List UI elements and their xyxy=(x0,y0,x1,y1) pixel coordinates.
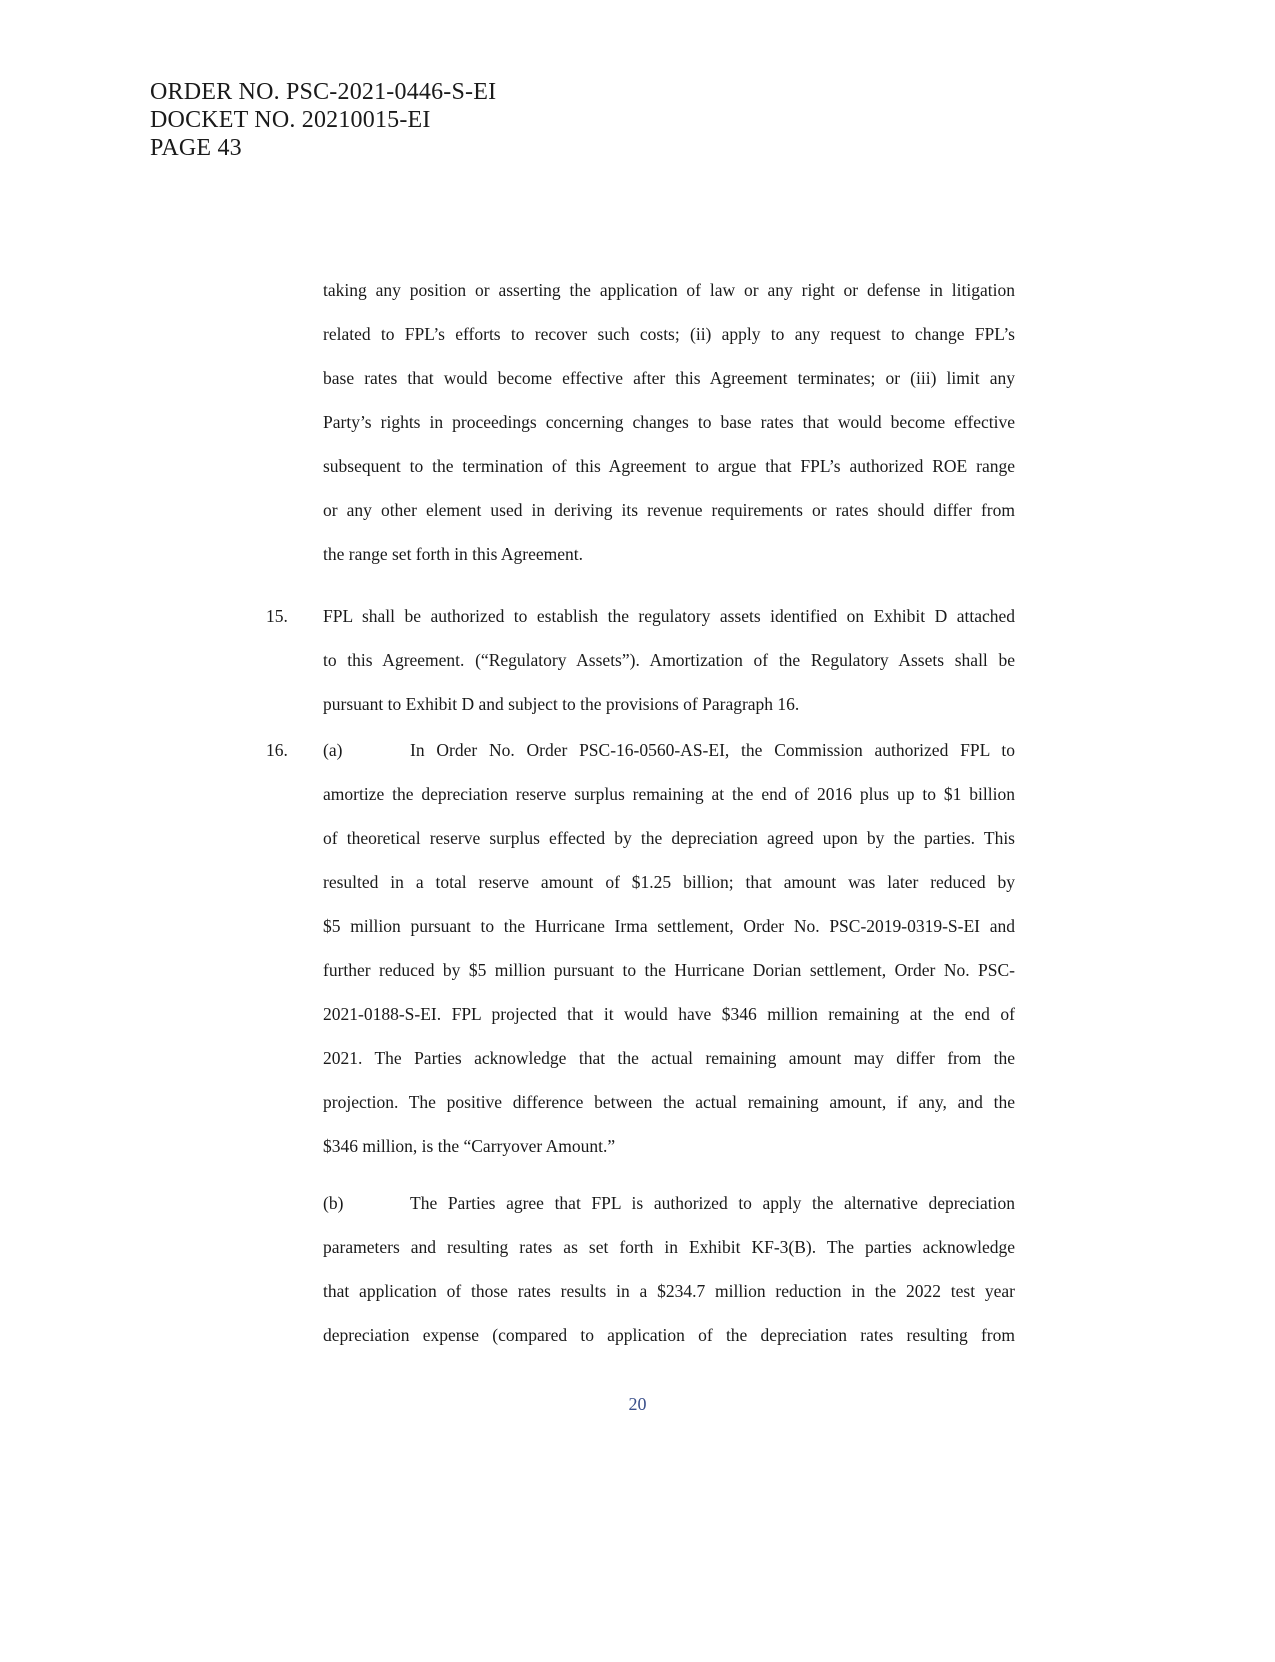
text-line: of theoretical reserve surplus effected by the depreciation agreed upon by the parties. This xyxy=(323,828,1015,848)
order-number: ORDER NO. PSC-2021-0446-S-EI xyxy=(150,79,497,105)
text-line: subsequent to the termination of this Agreement to argue that FPL’s authorized ROE range xyxy=(323,456,1015,476)
text-line: taking any position or asserting the application of law or any right or defense in litigation xyxy=(323,280,1015,300)
text-line: amortize the depreciation reserve surplus remaining at the end of 2016 plus up to $1 billion xyxy=(323,784,1015,804)
text-line: further reduced by $5 million pursuant to the Hurricane Dorian settlement, Order No. PSC- xyxy=(323,960,1015,980)
subparagraph-label: (a) xyxy=(323,740,343,760)
text-line: resulted in a total reserve amount of $1.25 billion; that amount was later reduced by xyxy=(323,872,1015,892)
page-label: PAGE 43 xyxy=(150,135,242,161)
text-line: parameters and resulting rates as set forth in Exhibit KF-3(B). The parties acknowledge xyxy=(323,1237,1015,1257)
text-line: The Parties agree that FPL is authorized to apply the alternative depreciation xyxy=(410,1193,1015,1213)
text-line: 2021. The Parties acknowledge that the actual remaining amount may differ from the xyxy=(323,1048,1015,1068)
text-line: pursuant to Exhibit D and subject to the provisions of Paragraph 16. xyxy=(323,694,800,714)
paragraph-number: 16. xyxy=(266,740,288,760)
text-line: Party’s rights in proceedings concerning changes to base rates that would become effective xyxy=(323,412,1015,432)
text-line: the range set forth in this Agreement. xyxy=(323,544,583,564)
document-header xyxy=(150,78,496,162)
text-line: that application of those rates results in a $234.7 million reduction in the 2022 test year xyxy=(323,1281,1015,1301)
docket-number: DOCKET NO. 20210015-EI xyxy=(150,107,431,133)
text-line: to this Agreement. (“Regulatory Assets”). Amortization of the Regulatory Assets shall be xyxy=(323,650,1015,670)
text-line: or any other element used in deriving its revenue requirements or rates should differ from xyxy=(323,500,1015,520)
page-number: 20 xyxy=(628,1394,647,1414)
text-line: depreciation expense (compared to application of the depreciation rates resulting from xyxy=(323,1325,1015,1345)
text-line: 2021-0188-S-EI. FPL projected that it would have $346 million remaining at the end of xyxy=(323,1004,1015,1024)
text-line: $346 million, is the “Carryover Amount.” xyxy=(323,1136,616,1156)
text-line: In Order No. Order PSC-16-0560-AS-EI, the Commission authorized FPL to xyxy=(410,740,1015,760)
text-line: FPL shall be authorized to establish the regulatory assets identified on Exhibit D attached xyxy=(323,606,1015,626)
text-line: base rates that would become effective after this Agreement terminates; or (iii) limit any xyxy=(323,368,1015,388)
text-line: related to FPL’s efforts to recover such costs; (ii) apply to any request to change FPL’s xyxy=(323,324,1015,344)
text-line: $5 million pursuant to the Hurricane Irma settlement, Order No. PSC-2019-0319-S-EI and xyxy=(323,916,1015,936)
subparagraph-label: (b) xyxy=(323,1193,344,1213)
paragraph-number: 15. xyxy=(266,606,288,626)
text-line: projection. The positive difference between the actual remaining amount, if any, and the xyxy=(323,1092,1015,1112)
